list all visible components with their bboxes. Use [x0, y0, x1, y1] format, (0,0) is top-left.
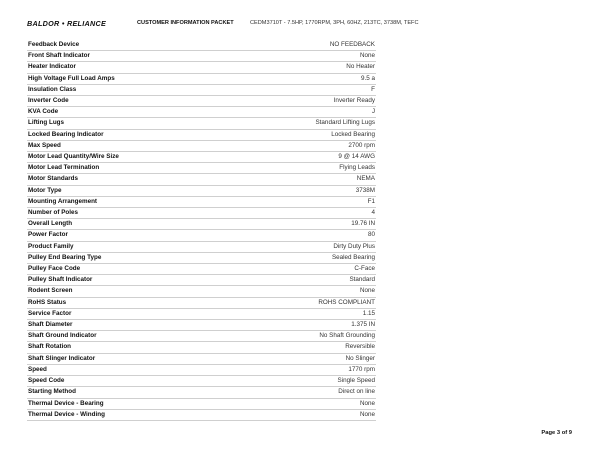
table-row — [27, 342, 376, 353]
table-row — [27, 364, 376, 375]
spec-value: 1770 rpm — [231, 364, 376, 375]
spec-label: Product Family — [27, 241, 231, 252]
spec-value: 1.375 IN — [231, 320, 376, 331]
table-row — [27, 398, 376, 409]
spec-value: Reversible — [231, 342, 376, 353]
table-row — [27, 264, 376, 275]
spec-label: Motor Lead Quantity/Wire Size — [27, 152, 231, 163]
spec-label: Thermal Device - Bearing — [27, 398, 231, 409]
spec-label: Number of Poles — [27, 208, 231, 219]
spec-value: None — [231, 398, 376, 409]
spec-value: No Heater — [231, 62, 376, 73]
table-row — [27, 129, 376, 140]
table-row — [27, 320, 376, 331]
table-row — [27, 40, 376, 51]
spec-label: Motor Lead Termination — [27, 163, 231, 174]
table-row — [27, 196, 376, 207]
spec-label: Speed — [27, 364, 231, 375]
spec-value: Locked Bearing — [231, 129, 376, 140]
table-row — [27, 331, 376, 342]
spec-label: Overall Length — [27, 219, 231, 230]
spec-value: 4 — [231, 208, 376, 219]
spec-value: No Slinger — [231, 353, 376, 364]
table-row — [27, 62, 376, 73]
spec-label: Service Factor — [27, 308, 231, 319]
spec-value: No Shaft Grounding — [231, 331, 376, 342]
spec-value: Single Speed — [231, 376, 376, 387]
spec-value: Sealed Bearing — [231, 252, 376, 263]
spec-value: Flying Leads — [231, 163, 376, 174]
spec-value: F — [231, 84, 376, 95]
spec-value: 1.15 — [231, 308, 376, 319]
table-row — [27, 219, 376, 230]
brand-logo: BALDOR • RELIANCE — [27, 18, 107, 28]
spec-value: J — [231, 107, 376, 118]
spec-value: 9.5 a — [231, 73, 376, 84]
table-row — [27, 118, 376, 129]
table-row — [27, 51, 376, 62]
spec-label: Shaft Rotation — [27, 342, 231, 353]
model-description: CEDM3710T - 7.5HP, 1770RPM, 3PH, 60HZ, 213TC, 3738M, TEFC — [250, 20, 419, 26]
spec-value: Direct on line — [231, 387, 376, 398]
spec-table-body — [27, 40, 376, 420]
table-row — [27, 140, 376, 151]
spec-label: Shaft Diameter — [27, 320, 231, 331]
spec-value: C-Face — [231, 264, 376, 275]
spec-label: Feedback Device — [27, 40, 231, 51]
spec-value: 19.76 IN — [231, 219, 376, 230]
spec-label: Pulley Shaft Indicator — [27, 275, 231, 286]
spec-label: Shaft Slinger Indicator — [27, 353, 231, 364]
spec-value: 2700 rpm — [231, 140, 376, 151]
spec-label: Inverter Code — [27, 96, 231, 107]
spec-label: Starting Method — [27, 387, 231, 398]
table-row — [27, 409, 376, 420]
spec-label: RoHS Status — [27, 297, 231, 308]
table-row — [27, 241, 376, 252]
table-row — [27, 152, 376, 163]
spec-label: Motor Type — [27, 185, 231, 196]
spec-label: Heater Indicator — [27, 62, 231, 73]
spec-table — [27, 40, 376, 421]
spec-value: NEMA — [231, 174, 376, 185]
spec-label: Pulley End Bearing Type — [27, 252, 231, 263]
spec-value: ROHS COMPLIANT — [231, 297, 376, 308]
spec-value: None — [231, 286, 376, 297]
spec-label: High Voltage Full Load Amps — [27, 73, 231, 84]
spec-label: Rodent Screen — [27, 286, 231, 297]
table-row — [27, 208, 376, 219]
spec-value: 80 — [231, 230, 376, 241]
table-row — [27, 353, 376, 364]
spec-value: Inverter Ready — [231, 96, 376, 107]
spec-value: F1 — [231, 196, 376, 207]
spec-label: Pulley Face Code — [27, 264, 231, 275]
spec-label: Thermal Device - Winding — [27, 409, 231, 420]
spec-label: Front Shaft Indicator — [27, 51, 231, 62]
table-row — [27, 73, 376, 84]
spec-value: 3738M — [231, 185, 376, 196]
spec-label: Max Speed — [27, 140, 231, 151]
spec-label: Insulation Class — [27, 84, 231, 95]
spec-label: Motor Standards — [27, 174, 231, 185]
spec-value: Dirty Duty Plus — [231, 241, 376, 252]
table-row — [27, 163, 376, 174]
spec-value: 9 @ 14 AWG — [231, 152, 376, 163]
spec-value: None — [231, 409, 376, 420]
table-row — [27, 185, 376, 196]
spec-label: Power Factor — [27, 230, 231, 241]
table-row — [27, 252, 376, 263]
table-row — [27, 107, 376, 118]
table-row — [27, 297, 376, 308]
table-row — [27, 96, 376, 107]
spec-value: None — [231, 51, 376, 62]
spec-label: Mounting Arrangement — [27, 196, 231, 207]
table-row — [27, 174, 376, 185]
table-row — [27, 376, 376, 387]
spec-label: KVA Code — [27, 107, 231, 118]
page-header — [27, 17, 419, 29]
table-row — [27, 286, 376, 297]
spec-label: Shaft Ground Indicator — [27, 331, 231, 342]
spec-label: Lifting Lugs — [27, 118, 231, 129]
packet-title: CUSTOMER INFORMATION PACKET — [137, 20, 234, 26]
spec-label: Locked Bearing Indicator — [27, 129, 231, 140]
table-row — [27, 387, 376, 398]
spec-value: NO FEEDBACK — [231, 40, 376, 51]
table-row — [27, 230, 376, 241]
table-row — [27, 84, 376, 95]
table-row — [27, 308, 376, 319]
page-number: Page 3 of 9 — [541, 430, 572, 436]
table-row — [27, 275, 376, 286]
spec-value: Standard — [231, 275, 376, 286]
spec-value: Standard Lifting Lugs — [231, 118, 376, 129]
spec-label: Speed Code — [27, 376, 231, 387]
